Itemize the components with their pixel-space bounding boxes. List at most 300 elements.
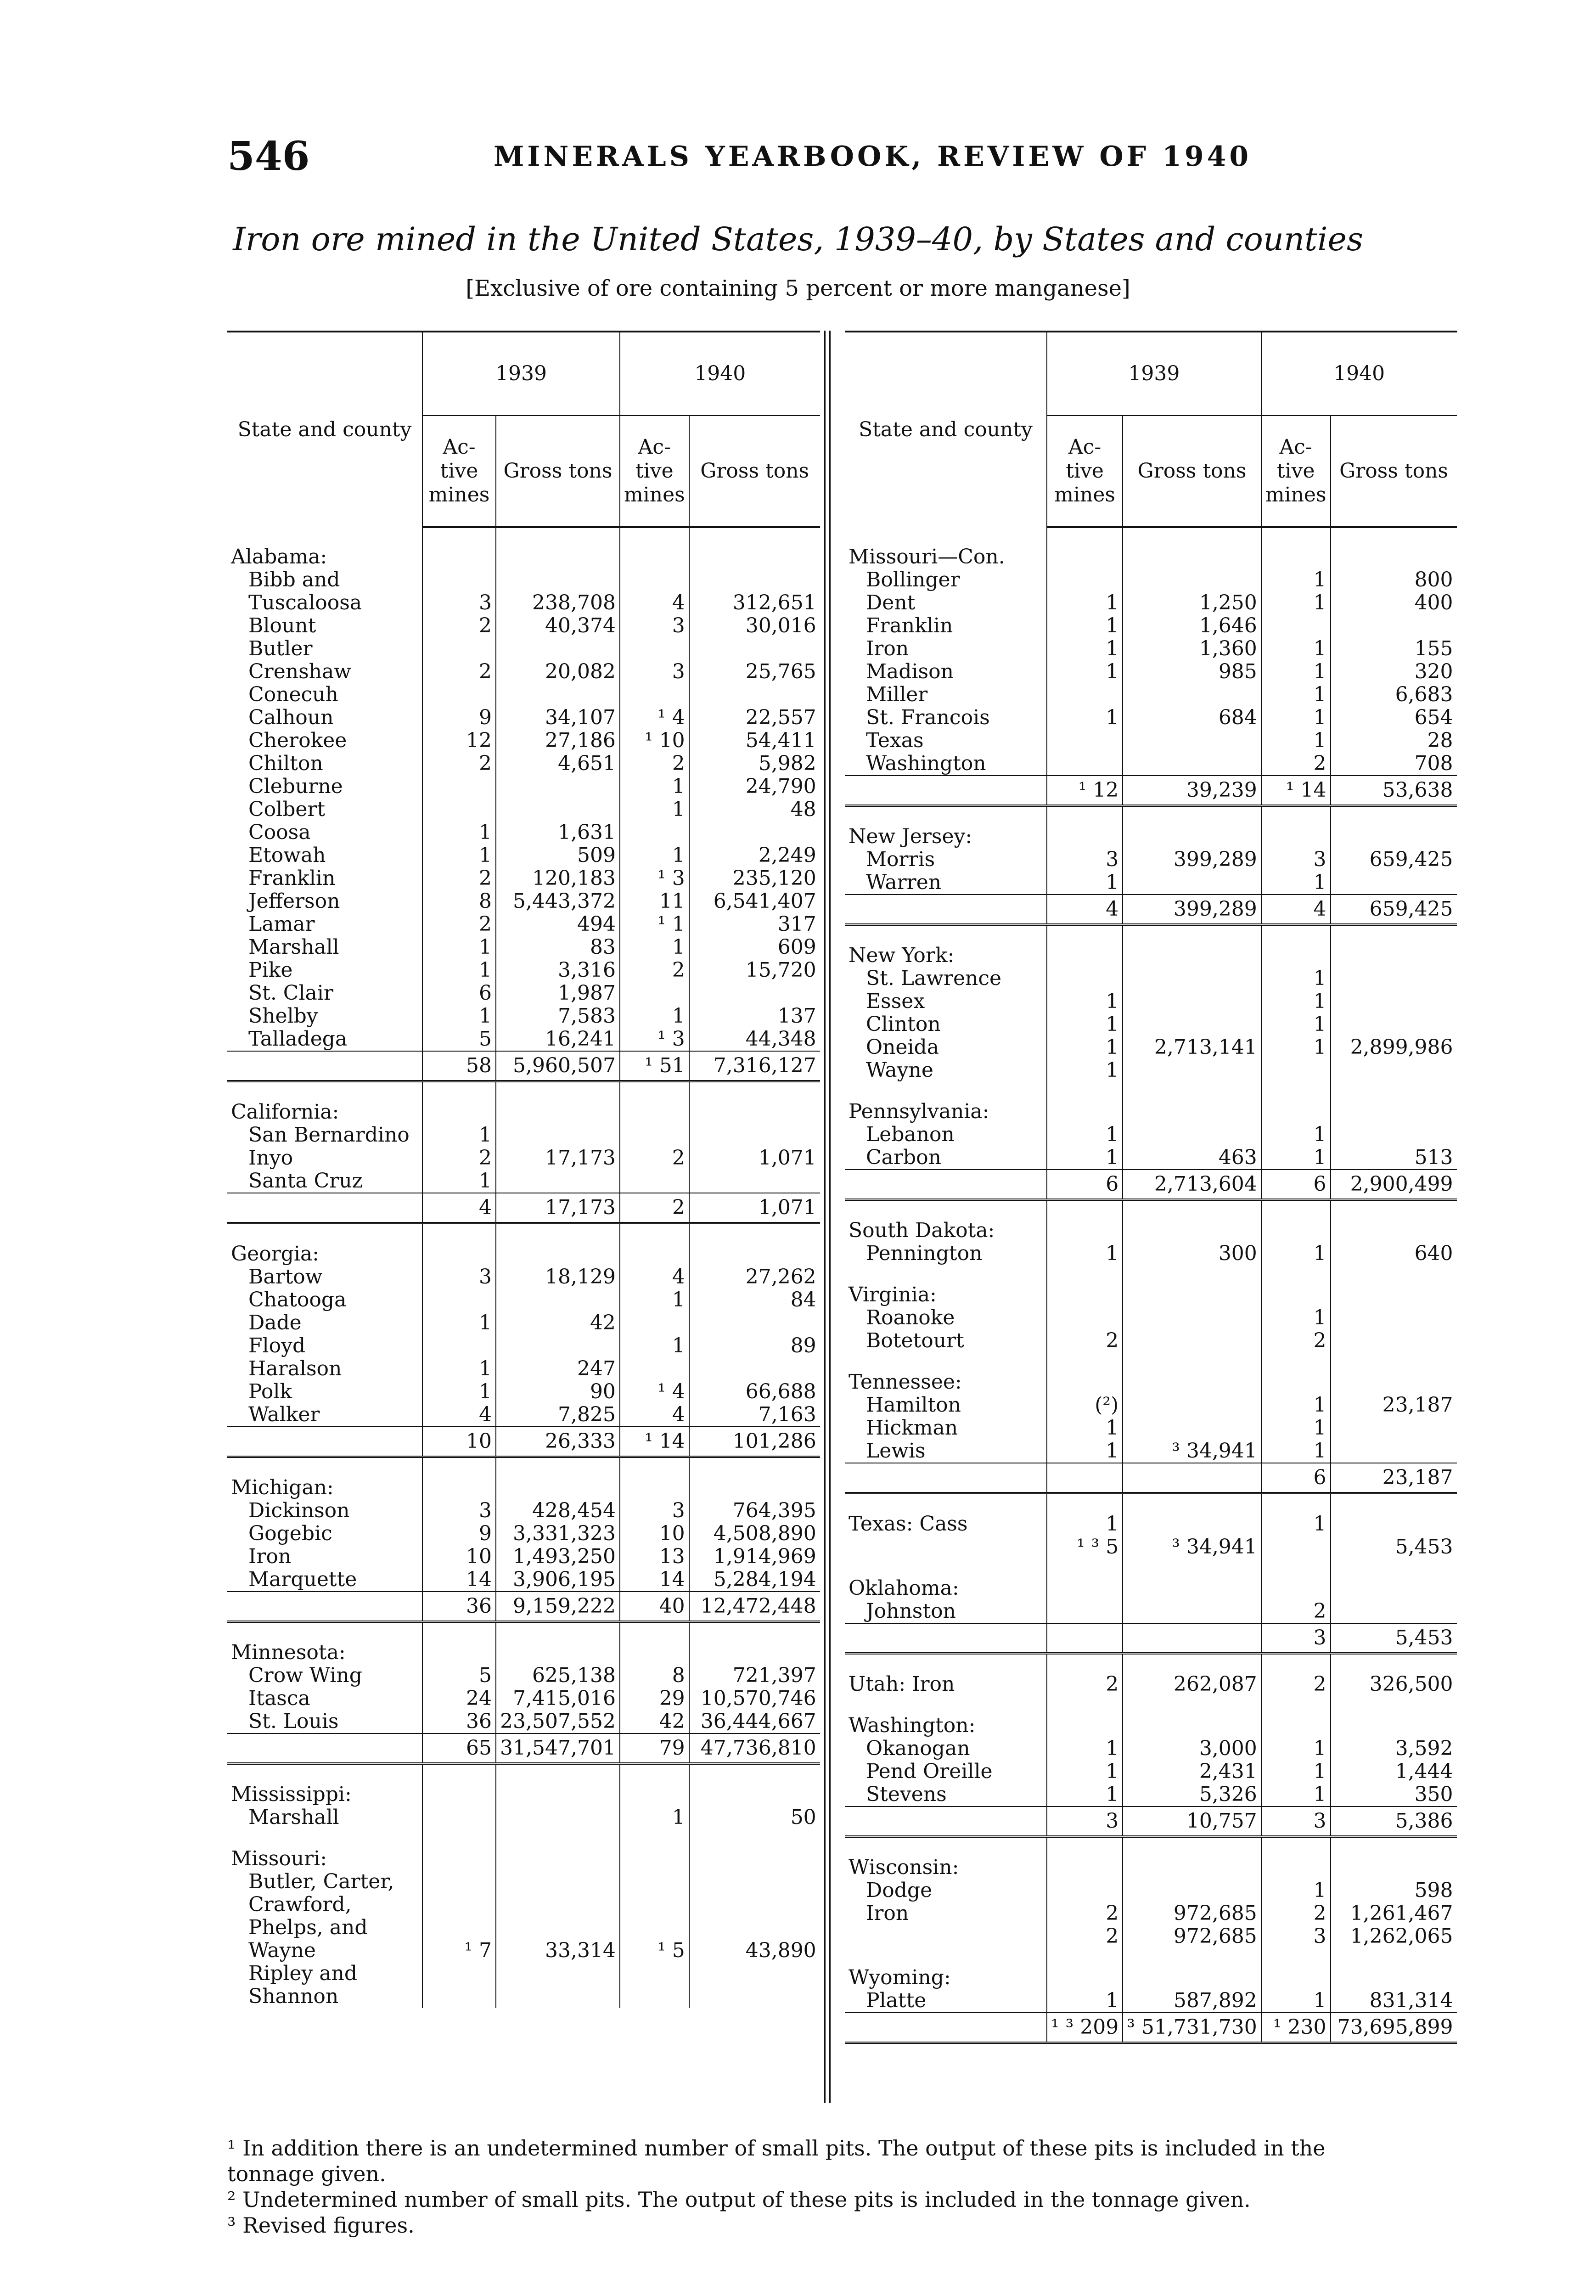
tons-1940-cell — [689, 1622, 820, 1665]
active-1940-cell — [620, 1170, 689, 1193]
tons-1939-cell: 2,713,604 — [1123, 1170, 1261, 1200]
active-1940-cell — [620, 637, 689, 660]
active-1939-cell: 3 — [422, 568, 496, 614]
county-cell: St. Francois — [866, 706, 990, 729]
tons-1940-cell: 28 — [1331, 729, 1457, 752]
county-cell — [227, 1051, 422, 1081]
tons-1939-cell: 90 — [496, 1380, 620, 1403]
table-row — [227, 660, 820, 683]
county-cell: Wayne — [866, 1059, 933, 1082]
tons-1940-cell: 1,261,467 — [1331, 1902, 1457, 1925]
active-1940-cell: 1 — [1261, 1123, 1331, 1146]
tons-1939-cell: 985 — [1123, 660, 1261, 683]
county-cell: South Dakota: — [849, 1219, 995, 1242]
active-1940-cell: 2 — [620, 959, 689, 982]
tons-1940-cell: 764,395 — [689, 1499, 820, 1522]
active-1940-cell — [1261, 1696, 1331, 1737]
active-1939-cell: 1 — [1047, 591, 1123, 614]
tons-1939-cell — [1123, 683, 1261, 706]
tons-1939-cell — [1123, 806, 1261, 849]
active-1940-cell: 2 — [1261, 1329, 1331, 1352]
tons-1939-cell — [496, 775, 620, 798]
tons-1939-cell: 40,374 — [496, 614, 620, 637]
active-1939-cell: 2 — [1047, 1925, 1123, 1948]
county-cell: Texas — [866, 729, 924, 752]
active-1940-cell: 1 — [620, 775, 689, 798]
table-row — [227, 1311, 820, 1334]
active-1940-cell — [620, 1223, 689, 1266]
tons-1940-cell — [1331, 1837, 1457, 1880]
active-1939-cell: 2 — [1047, 1902, 1123, 1925]
table-row — [845, 1440, 1457, 1463]
active-1940-cell: ¹ 5 — [620, 1870, 689, 1962]
active-1939-cell: 2 — [422, 913, 496, 936]
tons-1939-cell: 5,960,507 — [496, 1051, 620, 1081]
county-cell — [845, 895, 1047, 925]
active-1940-cell: 6 — [1261, 1463, 1331, 1493]
county-cell: Johnston — [866, 1600, 956, 1623]
county-cell: Marshall — [248, 1806, 339, 1829]
county-cell: Botetourt — [866, 1329, 964, 1352]
page-number: 546 — [227, 133, 310, 180]
tons-1940-cell: 89 — [689, 1334, 820, 1357]
active-1939-cell: 2 — [1047, 1654, 1123, 1696]
tons-1939-cell: 238,708 — [496, 568, 620, 614]
tons-1939-cell — [1123, 1559, 1261, 1600]
active-1939-cell: 1 — [1047, 1760, 1123, 1783]
tons-1940-cell: 513 — [1331, 1146, 1457, 1170]
tons-1939-cell — [1123, 1265, 1261, 1306]
table-row — [227, 1545, 820, 1568]
tons-1939-cell: 428,454 — [496, 1499, 620, 1522]
active-1939-cell — [1047, 1600, 1123, 1623]
tons-1939-cell — [1123, 925, 1261, 968]
active-1939-cell: 2 — [1047, 1329, 1123, 1352]
active-1940-cell: ¹ 14 — [1261, 776, 1331, 806]
county-cell: Stevens — [866, 1783, 947, 1806]
county-cell: Bartow — [248, 1266, 323, 1289]
table-group-row — [845, 1082, 1457, 1123]
active-1940-cell: 1 — [1261, 660, 1331, 683]
table-row — [227, 1806, 820, 1829]
county-cell: Franklin — [248, 867, 336, 890]
tons-1940-cell: 155 — [1331, 637, 1457, 660]
active-1940-cell — [620, 1124, 689, 1147]
table-group-row — [845, 527, 1457, 568]
county-cell: Chilton — [248, 752, 323, 775]
active-1940-cell: 6 — [1261, 1170, 1331, 1200]
active-1940-cell — [1261, 1948, 1331, 1989]
table-row — [845, 871, 1457, 895]
active-1939-cell — [422, 798, 496, 821]
tons-1939-cell: 4,651 — [496, 752, 620, 775]
tons-1939-cell: 23,507,552 — [496, 1710, 620, 1733]
tons-1939-cell — [1123, 871, 1261, 895]
tons-1939-cell — [1123, 990, 1261, 1013]
active-1940-cell: ¹ 4 — [620, 706, 689, 729]
active-1940-cell: 4 — [1261, 895, 1331, 925]
active-1940-cell: 1 — [1261, 1394, 1331, 1417]
county-cell: Pike — [248, 959, 293, 982]
tons-1939-cell: 18,129 — [496, 1266, 620, 1289]
county-cell: Tennessee: — [849, 1370, 962, 1394]
tons-1939-cell: 9,159,222 — [496, 1592, 620, 1622]
tons-1940-cell: 6,541,407 — [689, 890, 820, 913]
table-group-row — [845, 1948, 1457, 1989]
table-row — [227, 936, 820, 959]
tons-1939-cell: 17,173 — [496, 1193, 620, 1223]
year-1940-header: 1940 — [620, 332, 820, 416]
table-group-row — [845, 1654, 1457, 1696]
county-cell: Walker — [248, 1403, 320, 1426]
tons-1940-cell: 73,695,899 — [1331, 2013, 1457, 2043]
county-cell: Etowah — [248, 844, 326, 867]
tons-1939-cell — [496, 1806, 620, 1829]
active-1939-cell: 1 — [1047, 990, 1123, 1013]
year-1940-header: 1940 — [1261, 332, 1457, 416]
active-1939-cell: ¹ ³ 5 — [1047, 1536, 1123, 1559]
active-1939-cell: 4 — [1047, 895, 1123, 925]
left-table-panel — [227, 331, 820, 2008]
table-row — [845, 1925, 1457, 1948]
tons-1939-cell — [1123, 1394, 1261, 1417]
county-cell: Virginia: — [849, 1283, 937, 1306]
table-group-row — [845, 1837, 1457, 1880]
year-1939-header: 1939 — [422, 332, 620, 416]
table-row — [845, 1737, 1457, 1760]
county-cell: Dent — [866, 591, 916, 614]
active-1939-cell — [422, 527, 496, 568]
table-group-row — [845, 1493, 1457, 1536]
active-1940-cell: 2 — [1261, 752, 1331, 776]
active-1939-cell: 2 — [422, 752, 496, 775]
active-1940-cell: 1 — [620, 936, 689, 959]
active-1939-cell: 1 — [1047, 1737, 1123, 1760]
tons-1939-cell: 34,107 — [496, 706, 620, 729]
tons-1940-cell: 53,638 — [1331, 776, 1457, 806]
active-1940-cell — [620, 683, 689, 706]
tons-1940-cell — [1331, 527, 1457, 568]
county-cell: California: — [231, 1100, 339, 1124]
tons-1940-cell — [1331, 1600, 1457, 1623]
right-table-body — [845, 527, 1457, 2043]
active-1939-cell — [422, 637, 496, 660]
tons-1939-cell: 7,583 — [496, 1005, 620, 1028]
tons-1939-cell: ³ 51,731,730 — [1123, 2013, 1261, 2043]
county-cell: Missouri: — [231, 1847, 327, 1870]
active-1940-cell — [620, 1457, 689, 1500]
footnotes — [227, 2135, 1369, 2238]
active-1939-cell — [1047, 1082, 1123, 1123]
table-row — [227, 867, 820, 890]
table-row — [845, 1329, 1457, 1352]
county-cell: Madison — [866, 660, 954, 683]
tons-1940-cell: 48 — [689, 798, 820, 821]
tons-1939-cell — [1123, 1600, 1261, 1623]
tons-1940-cell: 721,397 — [689, 1664, 820, 1687]
active-1939-cell: 1 — [422, 959, 496, 982]
active-1939-cell: 1 — [1047, 1783, 1123, 1806]
county-cell: Jefferson — [248, 890, 340, 913]
table-row — [845, 1036, 1457, 1059]
tons-1940-cell: 27,262 — [689, 1266, 820, 1289]
active-1939-cell — [422, 1081, 496, 1124]
county-cell: New Jersey: — [849, 825, 972, 848]
table-row — [845, 1536, 1457, 1559]
active-1939-cell: 2 — [422, 660, 496, 683]
tons-1940-cell — [689, 1081, 820, 1124]
table-row — [845, 683, 1457, 706]
county-cell: Warren — [866, 871, 942, 894]
tons-1939-cell — [1123, 752, 1261, 776]
active-1940-cell — [1261, 1082, 1331, 1123]
tons-1939-cell: 5,443,372 — [496, 890, 620, 913]
active-1939-cell: 1 — [1047, 614, 1123, 637]
footnote-2: ² Undetermined number of small pits. The output of these pits is included in the tonnage given. — [227, 2187, 1251, 2212]
active-1940-cell: 1 — [1261, 1783, 1331, 1806]
active-1940-cell: 8 — [620, 1664, 689, 1687]
table-total-row — [227, 1427, 820, 1457]
table-row — [227, 1028, 820, 1051]
table-row — [845, 990, 1457, 1013]
tons-1939-cell: 399,289 — [1123, 848, 1261, 871]
tons-1940-cell — [689, 1457, 820, 1500]
active-1939-cell: 1 — [1047, 1036, 1123, 1059]
county-cell: Mississippi: — [231, 1783, 352, 1806]
tons-1939-cell — [496, 1170, 620, 1193]
active-1939-cell: 5 — [422, 1028, 496, 1051]
active-1939-cell: 3 — [422, 1266, 496, 1289]
county-cell: Texas: Cass — [849, 1512, 968, 1536]
county-cell: St. Clair — [248, 982, 333, 1005]
tons-1940-cell: 22,557 — [689, 706, 820, 729]
active-1940-cell: 1 — [1261, 706, 1331, 729]
tons-1939-cell — [1123, 527, 1261, 568]
county-cell: Platte — [866, 1989, 927, 2012]
county-cell: Shelby — [248, 1005, 318, 1028]
tons-1940-cell: 66,688 — [689, 1380, 820, 1403]
active-1940-cell: 1 — [1261, 990, 1331, 1013]
tons-1939-cell: 20,082 — [496, 660, 620, 683]
table-row — [227, 1124, 820, 1147]
table-row — [227, 637, 820, 660]
tons-1940-cell — [689, 1764, 820, 1806]
county-cell: Washington: — [849, 1714, 976, 1737]
tons-1939-cell — [496, 1334, 620, 1357]
active-1939-cell: 1 — [1047, 1440, 1123, 1463]
active-1940-cell — [620, 527, 689, 568]
tons-1939-cell: 33,314 — [496, 1870, 620, 1962]
active-1939-cell — [422, 1962, 496, 2008]
county-cell: Santa Cruz — [248, 1170, 363, 1193]
active-1939-cell: ¹ 7 — [422, 1870, 496, 1962]
table-row — [845, 1059, 1457, 1082]
table-group-row — [227, 1457, 820, 1500]
county-cell: Utah: Iron — [849, 1672, 955, 1696]
county-cell: Talladega — [248, 1028, 348, 1051]
county-cell — [845, 1806, 1047, 1837]
tons-1939-cell: 39,239 — [1123, 776, 1261, 806]
tons-1940-cell: 1,071 — [689, 1147, 820, 1170]
table-group-row — [227, 527, 820, 568]
county-cell: Iron — [248, 1545, 292, 1568]
tons-1939-cell — [1123, 1013, 1261, 1036]
tons-1939-cell — [1123, 729, 1261, 752]
active-1940-cell: 1 — [1261, 1306, 1331, 1329]
tons-1939-cell — [1123, 1082, 1261, 1123]
tons-1940-cell: 708 — [1331, 752, 1457, 776]
table-row — [227, 1687, 820, 1710]
active-1940-cell: 2 — [620, 1193, 689, 1223]
active-1940-cell — [1261, 1837, 1331, 1880]
county-cell: Michigan: — [231, 1476, 334, 1499]
footnote-1: ¹ In addition there is an undetermined number of small pits. The output of these pits is included in the tonnage given. — [227, 2136, 1326, 2186]
active-1940-cell: 3 — [1261, 1925, 1331, 1948]
table-row — [227, 1170, 820, 1193]
county-cell — [845, 1925, 1047, 1948]
tons-1940-cell: 235,120 — [689, 867, 820, 890]
tons-1940-cell: 598 — [1331, 1879, 1457, 1902]
tons-1939-cell: 3,000 — [1123, 1737, 1261, 1760]
active-1940-cell: 1 — [1261, 1737, 1331, 1760]
table-row — [845, 568, 1457, 591]
tons-1940-cell: 312,651 — [689, 568, 820, 614]
tons-1940-cell — [1331, 1352, 1457, 1394]
active-1939-cell: 10 — [422, 1545, 496, 1568]
county-cell: Pennington — [866, 1242, 983, 1265]
active-1940-cell: ¹ 230 — [1261, 2013, 1331, 2043]
active-1940-cell: 1 — [620, 1806, 689, 1829]
active-1940-cell — [620, 821, 689, 844]
active-1940-cell — [1261, 1200, 1331, 1243]
tons-1939-cell — [496, 1081, 620, 1124]
active-1940-cell: ¹ 14 — [620, 1427, 689, 1457]
active-1939-cell: 1 — [1047, 1146, 1123, 1170]
county-cell: San Bernardino — [248, 1124, 410, 1147]
county-cell: Iron — [866, 1902, 909, 1925]
tons-1940-cell: 320 — [1331, 660, 1457, 683]
active-1940-cell — [1261, 1352, 1331, 1394]
table-total-row — [845, 895, 1457, 925]
table-row — [227, 1710, 820, 1733]
tons-1939-cell: 3,906,195 — [496, 1568, 620, 1592]
footnote-3: ³ Revised figures. — [227, 2213, 415, 2238]
tons-1939-cell — [1123, 1623, 1261, 1654]
active-1939-cell: 6 — [1047, 1170, 1123, 1200]
table-row — [227, 982, 820, 1005]
active-1940-cell — [1261, 1059, 1331, 1082]
active-1939-cell — [1047, 1696, 1123, 1737]
tons-1939-cell — [1123, 1306, 1261, 1329]
tons-1940-cell: 50 — [689, 1806, 820, 1829]
tons-1940-cell: 654 — [1331, 706, 1457, 729]
right-table-panel — [845, 331, 1457, 2044]
county-cell — [845, 776, 1047, 806]
active-1939-cell: (²) — [1047, 1394, 1123, 1417]
active-1940-cell: 1 — [1261, 1036, 1331, 1059]
tons-1939-cell: 494 — [496, 913, 620, 936]
right-table — [845, 331, 1457, 2044]
tons-1940-cell: 43,890 — [689, 1870, 820, 1962]
tons-1940-cell: 10,570,746 — [689, 1687, 820, 1710]
active-1940-cell: 1 — [1261, 1417, 1331, 1440]
table-row — [845, 637, 1457, 660]
active-1940-cell: 1 — [1261, 967, 1331, 990]
active-1940-cell: 79 — [620, 1733, 689, 1764]
active-1939-cell: 24 — [422, 1687, 496, 1710]
active-mines-header: Ac- tive mines — [422, 416, 496, 527]
active-1939-cell: 3 — [1047, 848, 1123, 871]
year-1939-header: 1939 — [1047, 332, 1261, 416]
active-1939-cell: 1 — [422, 1170, 496, 1193]
tons-1940-cell: 101,286 — [689, 1427, 820, 1457]
tons-1939-cell: 27,186 — [496, 729, 620, 752]
active-1940-cell — [620, 1622, 689, 1665]
tons-1940-cell: 5,386 — [1331, 1806, 1457, 1837]
tons-1940-cell: 7,316,127 — [689, 1051, 820, 1081]
tons-1940-cell — [1331, 614, 1457, 637]
table-row — [227, 1380, 820, 1403]
tons-1939-cell — [496, 1124, 620, 1147]
table-row — [845, 706, 1457, 729]
tons-1939-cell — [1123, 1493, 1261, 1536]
tons-1940-cell — [689, 1223, 820, 1266]
tons-1940-cell: 2,899,986 — [1331, 1036, 1457, 1059]
table-total-row — [845, 1170, 1457, 1200]
county-cell: Pennsylvania: — [849, 1100, 989, 1123]
table-row — [845, 1783, 1457, 1806]
active-1939-cell: 10 — [422, 1427, 496, 1457]
active-1940-cell: 29 — [620, 1687, 689, 1710]
table-row — [227, 844, 820, 867]
tons-1939-cell — [1123, 1696, 1261, 1737]
county-cell: Colbert — [248, 798, 326, 821]
county-cell: Morris — [866, 848, 935, 871]
running-head: MINERALS YEARBOOK, REVIEW OF 1940 — [494, 141, 1252, 173]
active-1940-cell — [1261, 614, 1331, 637]
tons-1940-cell — [1331, 1265, 1457, 1306]
county-cell — [845, 1170, 1047, 1200]
active-1939-cell: 2 — [422, 614, 496, 637]
active-1940-cell — [620, 1764, 689, 1806]
tons-1940-cell: 800 — [1331, 568, 1457, 591]
table-row — [845, 729, 1457, 752]
table-subtitle: [Exclusive of ore containing 5 percent or more manganese] — [466, 276, 1130, 301]
table-group-row — [845, 1696, 1457, 1737]
table-total-row — [845, 1463, 1457, 1493]
table-total-row — [845, 2013, 1457, 2043]
active-1940-cell: ¹ 10 — [620, 729, 689, 752]
active-1939-cell — [1047, 1623, 1123, 1654]
active-1939-cell — [422, 1764, 496, 1806]
tons-1940-cell — [689, 1962, 820, 2008]
tons-1940-cell: 12,472,448 — [689, 1592, 820, 1622]
tons-1939-cell — [496, 1622, 620, 1665]
active-1940-cell: 1 — [1261, 1440, 1331, 1463]
county-cell: Chatooga — [248, 1289, 347, 1311]
tons-1939-cell: 262,087 — [1123, 1654, 1261, 1696]
tons-1939-cell: 83 — [496, 936, 620, 959]
active-1939-cell: 1 — [1047, 706, 1123, 729]
tons-1940-cell: 5,982 — [689, 752, 820, 775]
active-1939-cell: 8 — [422, 890, 496, 913]
tons-1940-cell — [1331, 1013, 1457, 1036]
active-1940-cell: 42 — [620, 1710, 689, 1733]
active-1940-cell: 1 — [620, 798, 689, 821]
active-1939-cell: 1 — [422, 1380, 496, 1403]
active-1940-cell: 1 — [1261, 1879, 1331, 1902]
active-1940-cell — [1261, 806, 1331, 849]
